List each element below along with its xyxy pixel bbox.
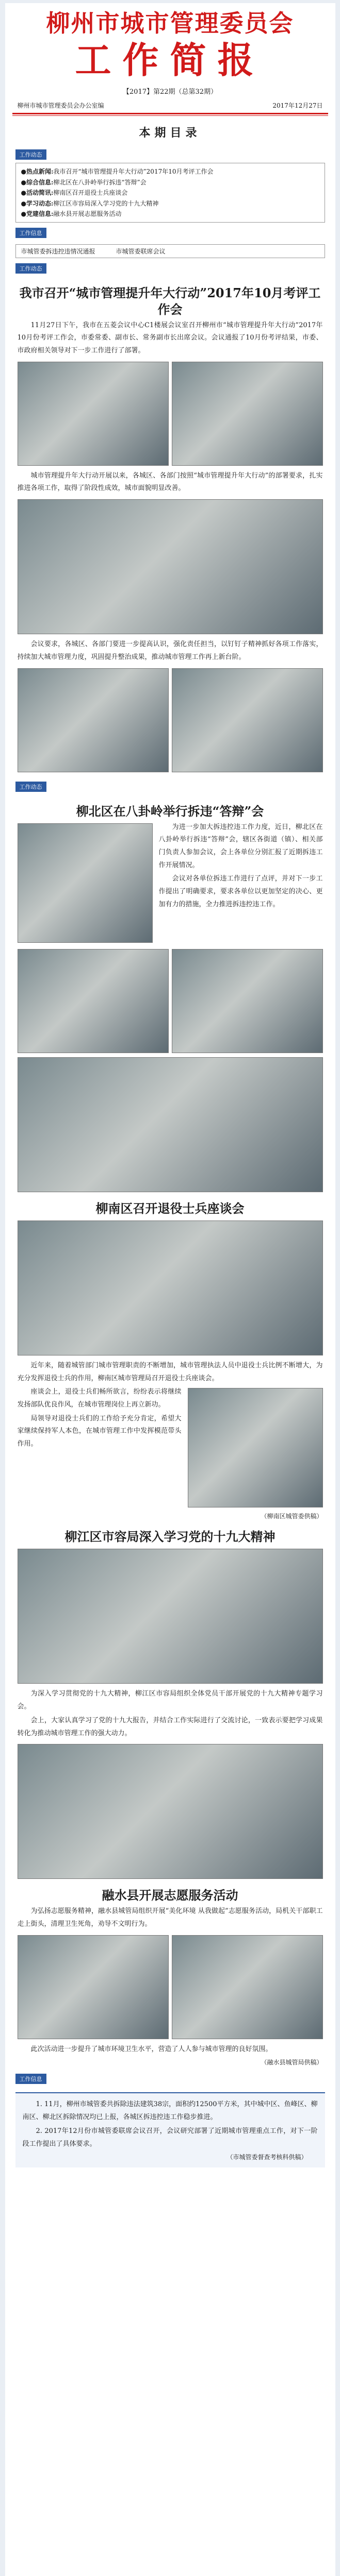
bulletin-page (5, 3, 335, 2576)
red-rule (12, 113, 328, 114)
info-paragraph: 1. 11月，柳州市城管委共拆除违法建筑38宗，面积约12500平方米，其中城中区、鱼峰区、柳南区、柳北区拆除情况均已上报，各城区拆违控违工作稳步推进。 (22, 2100, 318, 2122)
article-title: 柳南区召开退役士兵座谈会 (95, 1200, 245, 1216)
meta-row (18, 101, 323, 110)
article-paragraph: 为深入学习贯彻党的十九大精神，柳江区市容局组织全体党员干部开展党的十九大精神专题学习会。 (17, 1690, 323, 1711)
article-tag: 工作动态 (15, 782, 46, 792)
site-photo (172, 949, 323, 1053)
thin-rule (12, 115, 328, 116)
meeting-photo (18, 362, 169, 466)
article-title: 柳北区在八卦岭举行拆违“答辩”会 (76, 803, 264, 819)
meeting-photo (18, 668, 169, 772)
toc-item[interactable]: ●学习动态:柳江区市容局深入学习党的十九大精神 (21, 199, 159, 207)
toc-heading: 本期目录 (139, 126, 201, 140)
toc-tag-2: 工作信息 (15, 228, 46, 238)
article-paragraph: 此次活动进一步提升了城市环境卫生水平，营造了人人参与城市管理的良好氛围。 (30, 2045, 272, 2053)
article-paragraph: 为进一步加大拆违控违工作力度，近日，柳北区在八卦岭举行拆违“答辩”会，辖区各街道（镇）、相关部门负责人参加会议，会上各单位分别汇报了近期拆违工作开展情况。 (158, 823, 323, 869)
toc-box (15, 163, 325, 223)
article-title: 柳江区市容局深入学习党的十九大精神 (64, 1529, 276, 1545)
issue-number: 【2017】第22期（总第32期） (122, 88, 218, 96)
article-paragraph: 会议对各单位拆违工作进行了点评，并对下一步工作提出了明确要求，要求各单位以更加坚定的决心、更加有力的措施，全力推进拆违控违工作。 (158, 875, 323, 908)
toc-item[interactable]: ●综合信息:柳北区在八卦岭举行拆违“答辩”会 (21, 178, 147, 186)
photo-row (18, 1935, 323, 2039)
masthead-title: 柳州市城市管理委员会 (46, 10, 294, 37)
article-paragraph: 11月27日下午，我市在五菱会议中心C1楼展会议室召开柳州市“城市管理提升年大行动”2017年10月份考评工作会，市委常委、副市长、常务副市长出席会议。会议通报了10月份考评结果，市委、市政府相关领导对下一步工作进行了部署。 (17, 321, 323, 355)
toc-item[interactable]: ●党建信息:融水县开展志愿服务活动 (21, 210, 122, 217)
article-paragraph: 城市管理提升年大行动开展以来，各城区、各部门按照“城市管理提升年大行动”的部署要求，扎实推进各项工作，取得了阶段性成效，城市面貌明显改善。 (17, 471, 323, 493)
meeting-photo (172, 668, 323, 772)
source-line: （柳南区城管委供稿） (261, 1513, 323, 1520)
article-title: 我市召开“城市管理提升年大行动”2017年10月考评工作会 (19, 285, 321, 317)
study-photo (18, 1549, 323, 1684)
photo-row (18, 1549, 323, 1684)
article-paragraph: 会上，大家认真学习了党的十九大报告，并结合工作实际进行了交流讨论，一致表示要把学习成果转化为推动城市管理工作的强大动力。 (17, 1716, 323, 1737)
toc-item[interactable]: ●热点新闻:我市召开“城市管理提升年大行动”2017年10月考评工作会 (21, 168, 214, 176)
article-paragraph: 局领导对退役士兵们的工作给予充分肯定，希望大家继续保持军人本色，在城市管理工作中发挥模范带头作用。 (17, 1414, 182, 1448)
article-paragraph: 座谈会上，退役士兵们畅所欲言，纷纷表示将继续发扬部队优良作风，在城市管理岗位上再立新功。 (17, 1388, 182, 1409)
site-photo (18, 823, 153, 943)
article-tag: 工作动态 (15, 263, 46, 274)
article-paragraph: 近年来，随着城管部门城市管理职责的不断增加，城市管理执法人员中退役士兵比例不断增大，为充分发挥退役士兵的作用，柳南区城市管理局召开退役士兵座谈会。 (17, 1361, 323, 1382)
issue-date: 2017年12月27日 (272, 102, 323, 110)
site-photo (18, 1057, 323, 1192)
toc-mini-box (15, 244, 325, 258)
photo-row (18, 1221, 323, 1355)
article-title: 融水县开展志愿服务活动 (102, 1888, 238, 1903)
study-photo (18, 1744, 323, 1879)
photo-row (18, 1744, 323, 1879)
photo-row (18, 949, 323, 1053)
photo-row (18, 362, 323, 466)
article-paragraph: 为弘扬志愿服务精神，融水县城管局组织开展“美化环境 从我做起”志愿服务活动，局机关干部职工走上街头，清理卫生死角，劝导不文明行为。 (17, 1907, 323, 1928)
article-paragraph: 会议要求，各城区、各部门要进一步提高认识，强化责任担当，以钉钉子精神抓好各项工作落实，持续加大城市管理力度，巩固提升整治成果，推动城市管理工作再上新台阶。 (17, 640, 323, 661)
toc-mini-item[interactable]: 市城管委拆违控违情况通报 (21, 248, 95, 256)
editor-org: 柳州市城市管理委员会办公室编 (17, 102, 104, 110)
info-block (15, 2092, 325, 2167)
source-line: （市城管委督查考核科供稿） (226, 2154, 307, 2161)
volunteer-photo (18, 1935, 169, 2039)
photo-row (18, 499, 323, 634)
toc-item[interactable]: ●活动简讯:柳南区召开退役士兵座谈会 (21, 189, 128, 197)
masthead-subtitle: 工作简报 (75, 41, 265, 81)
site-photo (18, 949, 169, 1053)
meeting-photo (188, 1388, 323, 1507)
volunteer-photo (172, 1935, 323, 2039)
photo-row (18, 668, 323, 772)
meeting-photo (172, 362, 323, 466)
meeting-photo (18, 499, 323, 634)
toc-mini-item[interactable]: 市城管委联席会议 (116, 248, 166, 256)
info-paragraph: 2. 2017年12月份市城管委联席会议召开，会议研究部署了近期城市管理重点工作，对下一阶段工作提出了具体要求。 (22, 2127, 318, 2148)
source-line: （融水县城管局供稿） (261, 2059, 323, 2066)
info-tag: 工作信息 (15, 2074, 46, 2084)
toc-tag: 工作动态 (15, 149, 46, 160)
photo-row (18, 1057, 323, 1192)
meeting-photo (18, 1221, 323, 1355)
